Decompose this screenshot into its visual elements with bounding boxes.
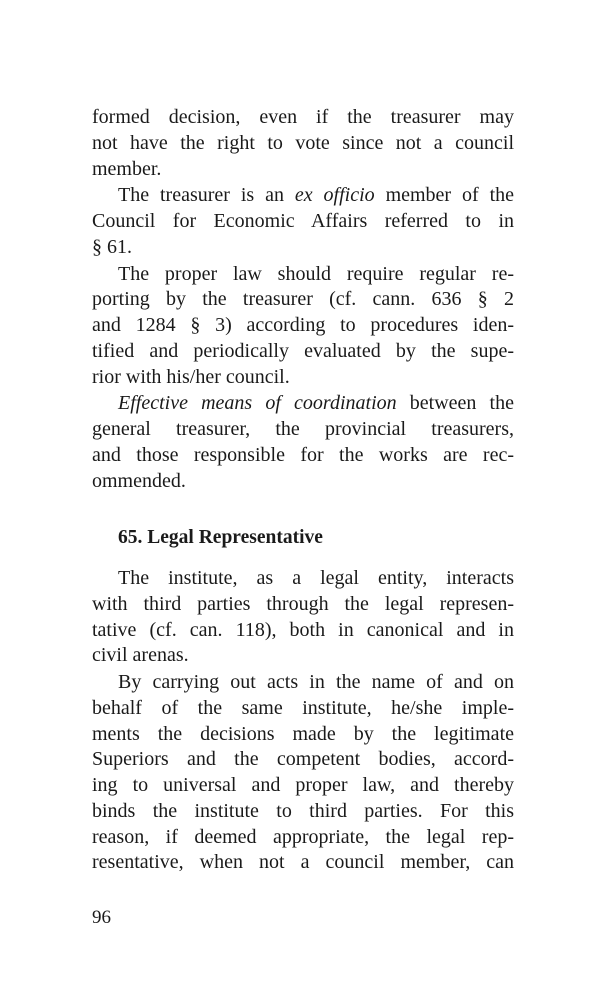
text: porting by the treasurer (cf. cann. 636 § 2: [92, 288, 514, 311]
text: between the: [396, 392, 514, 415]
text: The institute, as a legal entity, interacts: [118, 567, 514, 589]
text-line: [118, 669, 514, 695]
text-line: [92, 312, 514, 338]
text-line: [92, 364, 514, 390]
text: formed decision, even if the treasurer may: [92, 106, 514, 128]
text: member of the: [374, 184, 514, 207]
text: § 61.: [92, 235, 132, 258]
text: civil arenas.: [92, 644, 189, 667]
text: binds the institute to third parties. For this: [92, 799, 514, 822]
text-line: [92, 286, 514, 312]
text-line: [92, 746, 514, 772]
text: By carrying out acts in the name of and on: [118, 671, 514, 693]
text: general treasurer, the provincial treasurers,: [92, 418, 514, 440]
text-line: [92, 695, 514, 721]
text-line: [92, 772, 514, 798]
text: and 1284 § 3) according to procedures iden-: [92, 314, 514, 336]
text-line: [92, 798, 514, 824]
text: with third parties through the legal represen-: [92, 592, 514, 615]
text: behalf of the same institute, he/she imple-: [92, 696, 514, 719]
text: member.: [92, 157, 162, 180]
text-line: [92, 617, 514, 643]
section-heading: 65. Legal Representative: [118, 527, 323, 548]
text-line: [118, 390, 514, 416]
text-line: [92, 849, 514, 875]
text-line: [92, 442, 514, 468]
text: The treasurer is an: [118, 184, 295, 207]
italic-text: Effective means of coordination: [118, 392, 397, 415]
text-line: [92, 104, 514, 130]
text-line: [92, 591, 514, 617]
text-line: [92, 721, 514, 747]
text-line: [92, 642, 514, 668]
text: ing to universal and proper law, and thereby: [92, 774, 514, 796]
text-line: [118, 565, 514, 591]
text: The proper law should require regular re-: [118, 262, 514, 285]
italic-text: ex officio: [294, 184, 375, 207]
text: and those responsible for the works are rec-: [92, 443, 514, 466]
text: rior with his/her council.: [92, 365, 290, 388]
text: Council for Economic Affairs referred to in: [92, 210, 514, 232]
text-line: [118, 261, 514, 287]
text: tified and periodically evaluated by the supe-: [92, 339, 514, 362]
text: ommended.: [92, 469, 186, 492]
text-line: [92, 130, 514, 156]
text-line: [118, 182, 514, 208]
text-line: [92, 416, 514, 442]
text-line: [92, 208, 514, 234]
text-line: [92, 338, 514, 364]
text-line: [92, 824, 514, 850]
text: not have the right to vote since not a council: [92, 131, 514, 154]
text-line: [92, 468, 514, 494]
text: resentative, when not a council member, can: [92, 851, 514, 874]
text-line: [92, 234, 514, 260]
text: Superiors and the competent bodies, accord-: [92, 748, 514, 771]
text: reason, if deemed appropriate, the legal rep-: [92, 825, 514, 848]
text-line: [92, 156, 514, 182]
text: tative (cf. can. 118), both in canonical and in: [92, 618, 514, 641]
page-number: 96: [92, 907, 111, 928]
text: ments the decisions made by the legitimate: [92, 722, 514, 745]
